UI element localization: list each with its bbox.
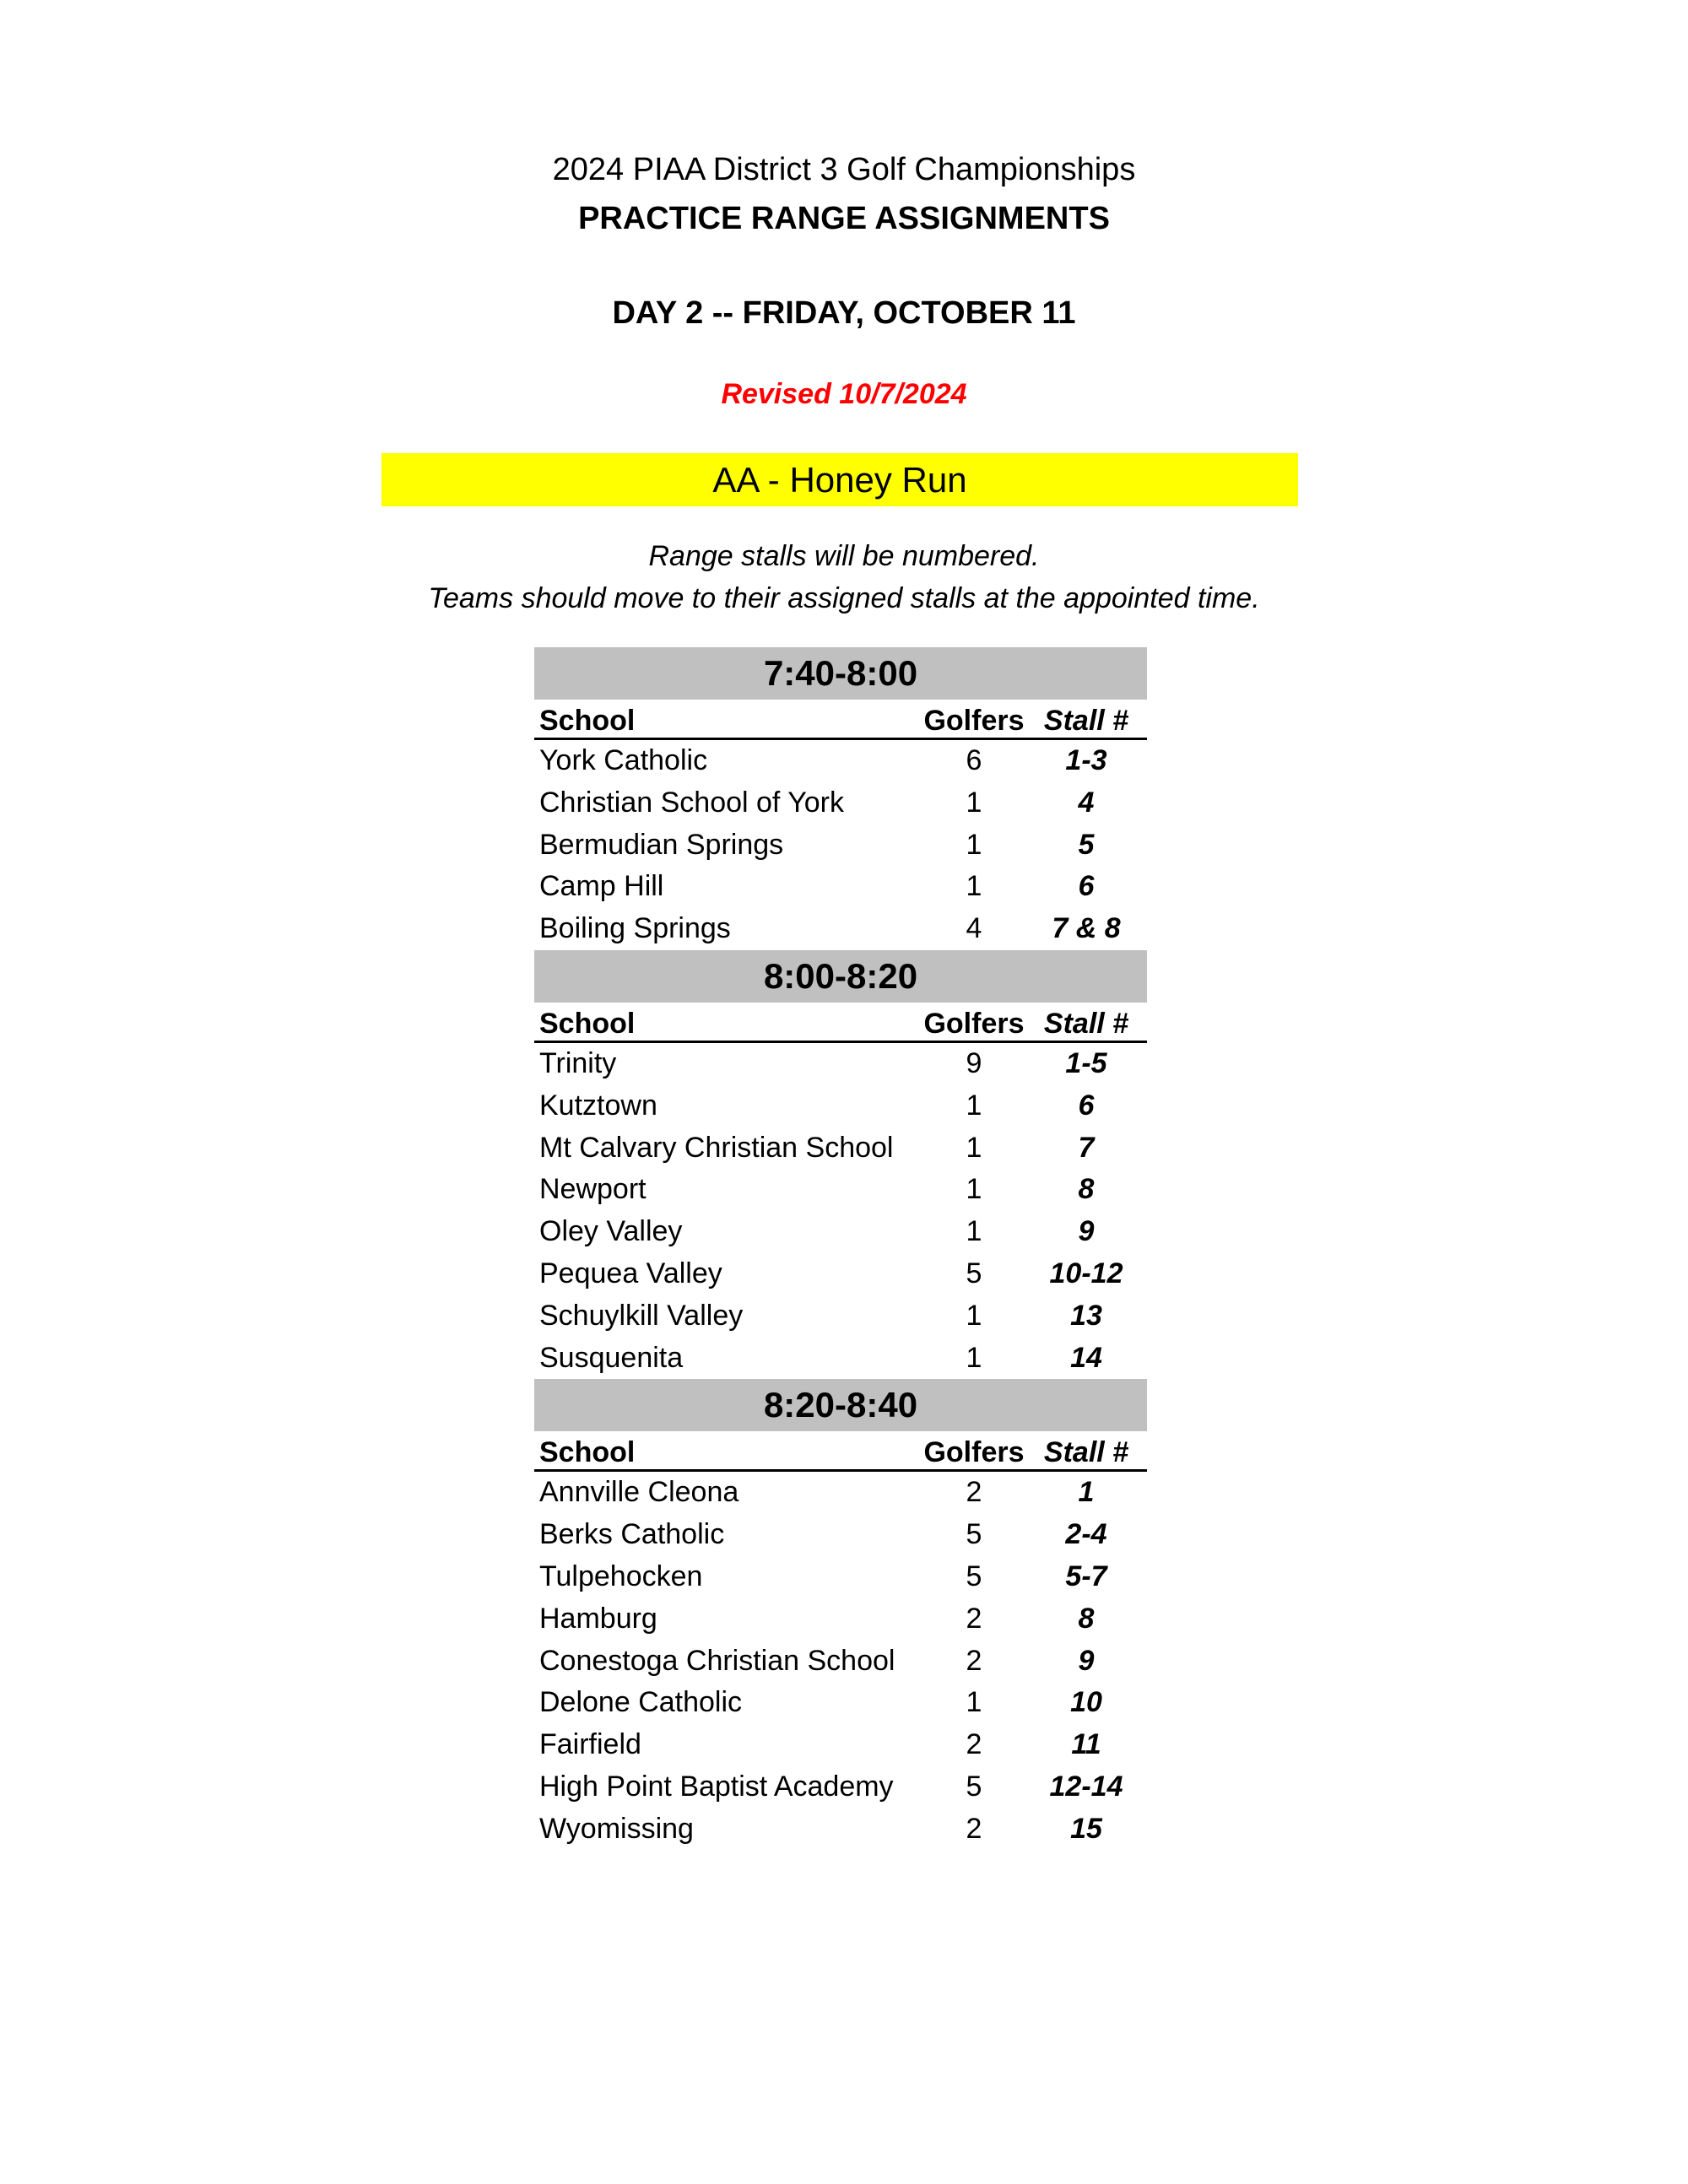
table-row: [534, 1085, 1147, 1127]
school-cell: Trinity: [539, 1046, 617, 1079]
golfers-cell: 9: [966, 1046, 982, 1079]
table-row: [534, 1682, 1147, 1724]
table-row: [534, 1598, 1147, 1641]
stall-cell: 2-4: [1065, 1518, 1107, 1551]
school-cell: Newport: [539, 1173, 647, 1206]
document-subtitle: PRACTICE RANGE ASSIGNMENTS: [578, 201, 1110, 236]
stall-cell: 13: [1070, 1299, 1102, 1332]
school-cell: Fairfield: [539, 1728, 641, 1761]
table-row: [534, 740, 1147, 782]
table-row: [534, 1556, 1147, 1598]
division-banner: AA - Honey Run: [381, 453, 1298, 506]
golfers-cell: 5: [966, 1257, 982, 1289]
range-assignment-table: [534, 647, 1147, 1851]
time-slot-section: [534, 647, 1147, 950]
time-slot-header: 7:40-8:00: [534, 647, 1147, 700]
golfers-cell: 2: [966, 1728, 982, 1761]
stall-cell: 11: [1071, 1728, 1101, 1761]
column-header-row: [534, 1003, 1147, 1043]
table-row: [534, 1169, 1147, 1211]
time-slot-header: 8:20-8:40: [534, 1379, 1147, 1431]
school-cell: Bermudian Springs: [539, 828, 784, 861]
table-row: [534, 1472, 1147, 1514]
table-row: [534, 1338, 1147, 1380]
school-cell: Conestoga Christian School: [539, 1644, 895, 1677]
document-title: 2024 PIAA District 3 Golf Championships: [552, 152, 1136, 187]
school-cell: Hamburg: [539, 1602, 657, 1635]
school-cell: Tulpehocken: [539, 1560, 703, 1592]
school-cell: Mt Calvary Christian School: [539, 1131, 894, 1164]
golfers-cell: 5: [966, 1770, 982, 1803]
column-header-row: [534, 1431, 1147, 1472]
golfers-column-header: Golfers: [923, 1436, 1025, 1469]
stall-cell: 4: [1078, 786, 1095, 819]
school-cell: Christian School of York: [539, 786, 844, 819]
school-cell: York Catholic: [539, 744, 708, 776]
table-row: [534, 1514, 1147, 1556]
table-row: [534, 908, 1147, 950]
instruction-line: Teams should move to their assigned stalls at the appointed time.: [428, 582, 1260, 614]
golfers-cell: 1: [966, 1215, 982, 1248]
school-cell: Camp Hill: [539, 870, 664, 903]
stall-column-header: Stall #: [1043, 1007, 1129, 1040]
school-cell: Schuylkill Valley: [539, 1299, 744, 1332]
table-row: [534, 866, 1147, 908]
table-row: [534, 1295, 1147, 1338]
stall-cell: 8: [1078, 1602, 1095, 1635]
stall-cell: 7 & 8: [1052, 912, 1121, 945]
golfers-cell: 1: [966, 786, 982, 819]
golfers-cell: 1: [966, 870, 982, 903]
instruction-line: Range stalls will be numbered.: [648, 540, 1040, 572]
golfers-cell: 1: [966, 1131, 982, 1164]
stall-cell: 12-14: [1049, 1770, 1123, 1803]
golfers-cell: 1: [966, 1686, 982, 1719]
stall-cell: 9: [1078, 1215, 1095, 1248]
golfers-cell: 6: [966, 744, 982, 776]
golfers-column-header: Golfers: [923, 1007, 1025, 1040]
golfers-cell: 4: [966, 912, 982, 945]
golfers-cell: 2: [966, 1812, 982, 1845]
stall-cell: 7: [1078, 1131, 1095, 1164]
revised-note: Revised 10/7/2024: [721, 378, 967, 410]
school-cell: Berks Catholic: [539, 1518, 725, 1551]
stall-cell: 1-5: [1065, 1046, 1107, 1079]
table-row: [534, 1766, 1147, 1808]
school-column-header: School: [539, 1007, 636, 1040]
golfers-cell: 5: [966, 1560, 982, 1592]
table-row: [534, 824, 1147, 867]
stall-cell: 15: [1070, 1812, 1102, 1845]
school-cell: Annville Cleona: [539, 1476, 739, 1509]
golfers-cell: 2: [966, 1644, 982, 1677]
time-slot-section: [534, 1379, 1147, 1850]
golfers-cell: 1: [966, 1173, 982, 1206]
day-heading: DAY 2 -- FRIDAY, OCTOBER 11: [612, 295, 1076, 331]
table-row: [534, 1641, 1147, 1683]
school-column-header: School: [539, 1436, 636, 1469]
column-header-row: [534, 700, 1147, 740]
school-cell: Boiling Springs: [539, 912, 731, 945]
school-cell: High Point Baptist Academy: [539, 1770, 894, 1803]
golfers-cell: 1: [966, 1299, 982, 1332]
table-row: [534, 1043, 1147, 1085]
table-row: [534, 1808, 1147, 1851]
school-cell: Kutztown: [539, 1089, 657, 1122]
time-slot-section: [534, 950, 1147, 1379]
stall-cell: 8: [1078, 1173, 1095, 1206]
stall-column-header: Stall #: [1043, 1436, 1129, 1469]
school-cell: Oley Valley: [539, 1215, 683, 1248]
golfers-column-header: Golfers: [923, 705, 1025, 737]
golfers-cell: 2: [966, 1476, 982, 1509]
school-column-header: School: [539, 705, 636, 737]
table-row: [534, 1127, 1147, 1170]
golfers-cell: 1: [966, 1089, 982, 1122]
stall-cell: 5-7: [1065, 1560, 1107, 1592]
table-row: [534, 1724, 1147, 1766]
stall-column-header: Stall #: [1043, 705, 1129, 737]
golfers-cell: 5: [966, 1518, 982, 1551]
stall-cell: 14: [1070, 1341, 1102, 1374]
stall-cell: 10: [1070, 1686, 1102, 1719]
stall-cell: 10-12: [1049, 1257, 1123, 1289]
school-cell: Delone Catholic: [539, 1686, 743, 1719]
stall-cell: 6: [1078, 1089, 1095, 1122]
stall-cell: 1-3: [1065, 744, 1107, 776]
stall-cell: 6: [1078, 870, 1095, 903]
table-row: [534, 1211, 1147, 1253]
golfers-cell: 2: [966, 1602, 982, 1635]
school-cell: Susquenita: [539, 1341, 684, 1374]
stall-cell: 5: [1078, 828, 1095, 861]
stall-cell: 9: [1078, 1644, 1095, 1677]
table-row: [534, 782, 1147, 824]
stall-cell: 1: [1078, 1476, 1095, 1509]
time-slot-header: 8:00-8:20: [534, 950, 1147, 1003]
school-cell: Pequea Valley: [539, 1257, 722, 1289]
golfers-cell: 1: [966, 1341, 982, 1374]
golfers-cell: 1: [966, 828, 982, 861]
school-cell: Wyomissing: [539, 1812, 694, 1845]
table-row: [534, 1253, 1147, 1295]
